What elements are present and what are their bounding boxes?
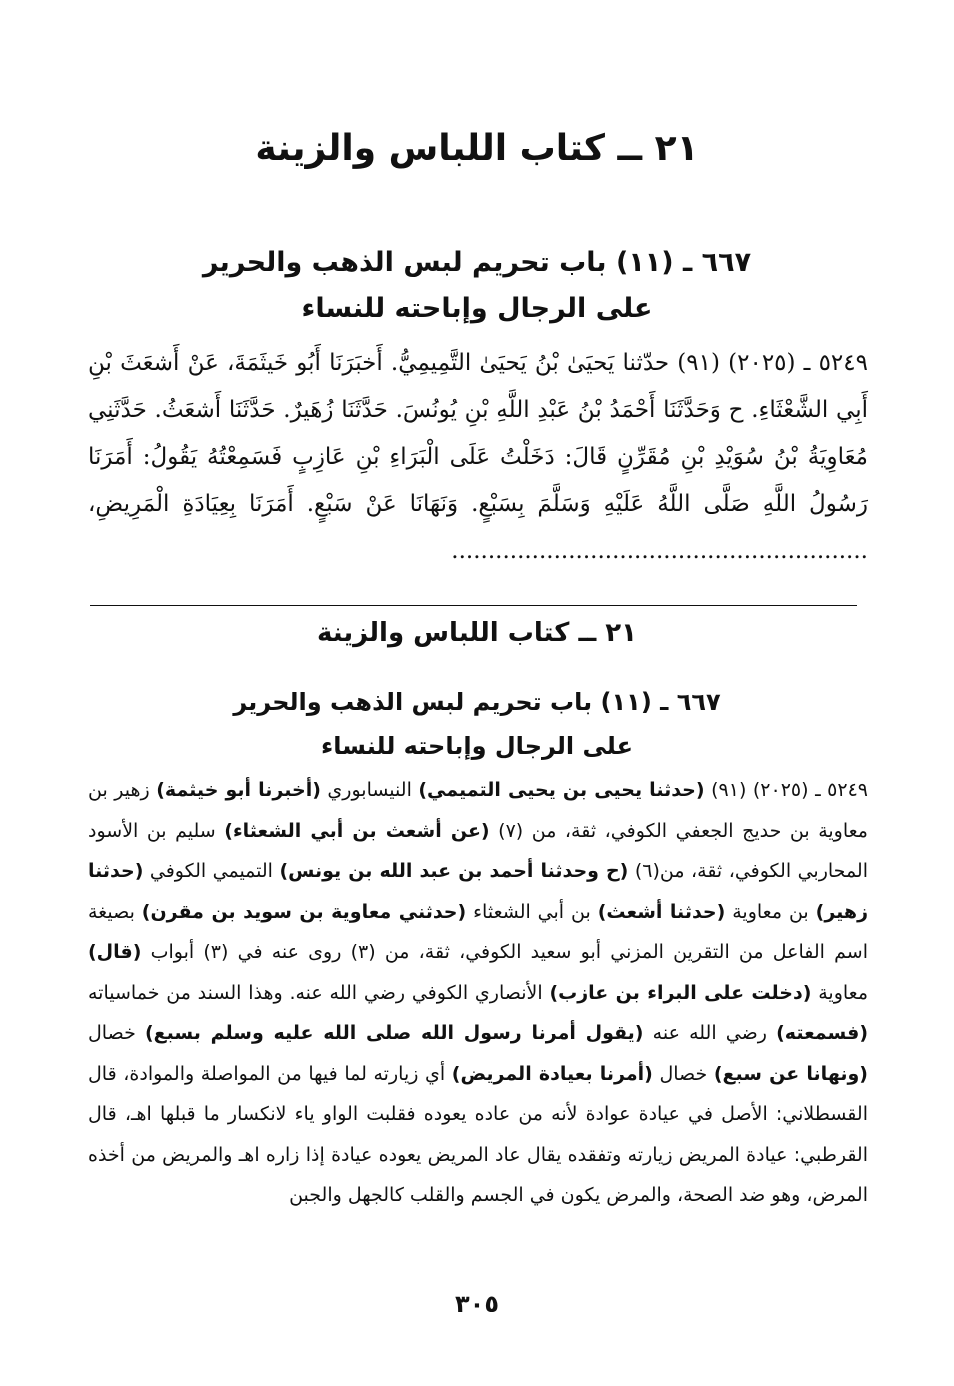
- commentary-quote: (حدثنا أشعث): [597, 900, 726, 923]
- commentary-chapter-line-1: ٦٦٧ ـ (١١) باب تحريم لبس الذهب والحرير: [233, 688, 721, 716]
- chapter-heading: [0, 240, 954, 332]
- commentary-quote: (ح وحدثنا أحمد بن عبد الله بن يونس): [279, 860, 629, 882]
- commentary-span: زهير بن معاوية بن حديج الجعفي الكوفي، ثقة، من (٧): [88, 779, 868, 842]
- commentary-span: معاوية: [811, 981, 869, 1004]
- commentary-span: بصيغة اسم الفاعل من التقرين المزني أبو سعيد الكوفي، ثقة، من (٣) روى عنه في (٣) أبواب: [88, 900, 868, 963]
- hadith-body: ٥٢٤٩ ـ (٢٠٢٥) (٩١) حدّثنا يَحيَىٰ بْنُ يَحيَىٰ التَّمِيمِيُّ. أَخبَرَنَا أَبُو خَيثَمَةَ، عَنْ أَشعَثَ بْنِ أَبِي الشَّعْثَاءِ. ح وَحَدَّثَنَا أَحْمَدُ بْنُ عَبْدِ اللَّهِ بْنِ يُونُسَ. حَدَّثَنَا زُهَيرٌ. حَدَّثَنَا أَشعَثُ. حَدَّثَنِي مُعَاوِيَةُ بْنُ سُوَيْدِ بْنِ مُقَرِّنٍ قَالَ: دَخَلْتُ عَلَى الْبَرَاءِ بْنِ عَازِبٍ فَسَمِعْتُهُ يَقُولُ: أَمَرَنَا رَسُولُ اللَّهِ صَلَّى اللَّهُ عَلَيْهِ وَسَلَّمَ بِسَبْعٍ. وَنَهَانَا عَنْ سَبْعٍ. أَمَرَنَا بِعِيَادَةِ الْمَرِيضِ،: [88, 350, 868, 517]
- commentary-quote: (قال): [88, 941, 142, 963]
- commentary-quote: (حدثني معاوية بن سويد بن مقرن): [141, 900, 467, 923]
- commentary-quote: (يقول أمرنا رسول الله صلى الله عليه وسلم بسبع): [145, 1022, 644, 1044]
- commentary-text: [88, 770, 868, 1216]
- page-number: ٣٠٥: [455, 1290, 499, 1318]
- separator-rule: [90, 605, 857, 606]
- commentary-span: الأنصاري الكوفي رضي الله عنه. وهذا السند من خماسياته: [88, 981, 550, 1004]
- book-title: ٢١ ــ كتاب اللباس والزينة: [255, 128, 699, 169]
- hadith-text: [88, 340, 868, 575]
- commentary-quote: (حدثنا زهير): [88, 860, 869, 923]
- commentary-span: ٥٢٤٩ ـ (٢٠٢٥) (٩١): [704, 779, 868, 801]
- chapter-heading-line-2: على الرجال وإباحته للنساء: [301, 293, 653, 324]
- commentary-quote: (ونهانا عن سبع): [713, 1062, 868, 1085]
- commentary-span: سليم بن الأسود المحاربي الكوفي، ثقة، من(٦): [88, 819, 868, 882]
- commentary-chapter-line-2: على الرجال وإباحته للنساء: [321, 732, 633, 760]
- commentary-quote: (أخبرنا أبو خيثمة): [156, 779, 321, 801]
- commentary-span: بن معاوية: [725, 900, 816, 923]
- chapter-heading-line-1: ٦٦٧ ـ (١١) باب تحريم لبس الذهب والحرير: [202, 247, 752, 278]
- commentary-quote: (عن أشعث بن أبي الشعثاء): [224, 819, 490, 842]
- commentary-quote: (دخلت على البراء بن عازب): [549, 981, 812, 1004]
- commentary-span: رضي الله عنه: [643, 1022, 777, 1044]
- commentary-span: بن أبي الشعثاء: [466, 900, 598, 923]
- commentary-quote: (أمرنا بعيادة المريض): [451, 1062, 653, 1085]
- commentary-span: خصال: [88, 1022, 145, 1044]
- commentary-book-title: ٢١ ــ كتاب اللباس والزينة: [316, 618, 638, 648]
- commentary-quote: (فسمعته): [776, 1022, 869, 1044]
- commentary-chapter-heading: [0, 680, 954, 768]
- hadith-ellipsis: .........................................................: [451, 538, 868, 564]
- commentary-quote: (حدثنا يحيى بن يحيى التميمي): [418, 779, 705, 801]
- commentary-span: خصال: [652, 1062, 714, 1085]
- commentary-span: النيسابوري: [320, 779, 419, 801]
- commentary-span: أي زيارته لما فيها من المواصلة والموادة، قال القسطلاني: الأصل في عيادة عوادة لأنه من عاده يعوده فقلبت الواو ياء لانكسار ما قبلها اهـ، قال القرطبي: عيادة المريض زيارته وتفقده يقال عاد المريض يعوده عيادة إذا زاره اهـ والمريض من أخذه المرض، وهو ضد الصحة، والمرض يكون في الجسم والقلب كالجهل والجبن: [88, 1062, 868, 1206]
- commentary-span: التميمي الكوفي: [143, 860, 280, 882]
